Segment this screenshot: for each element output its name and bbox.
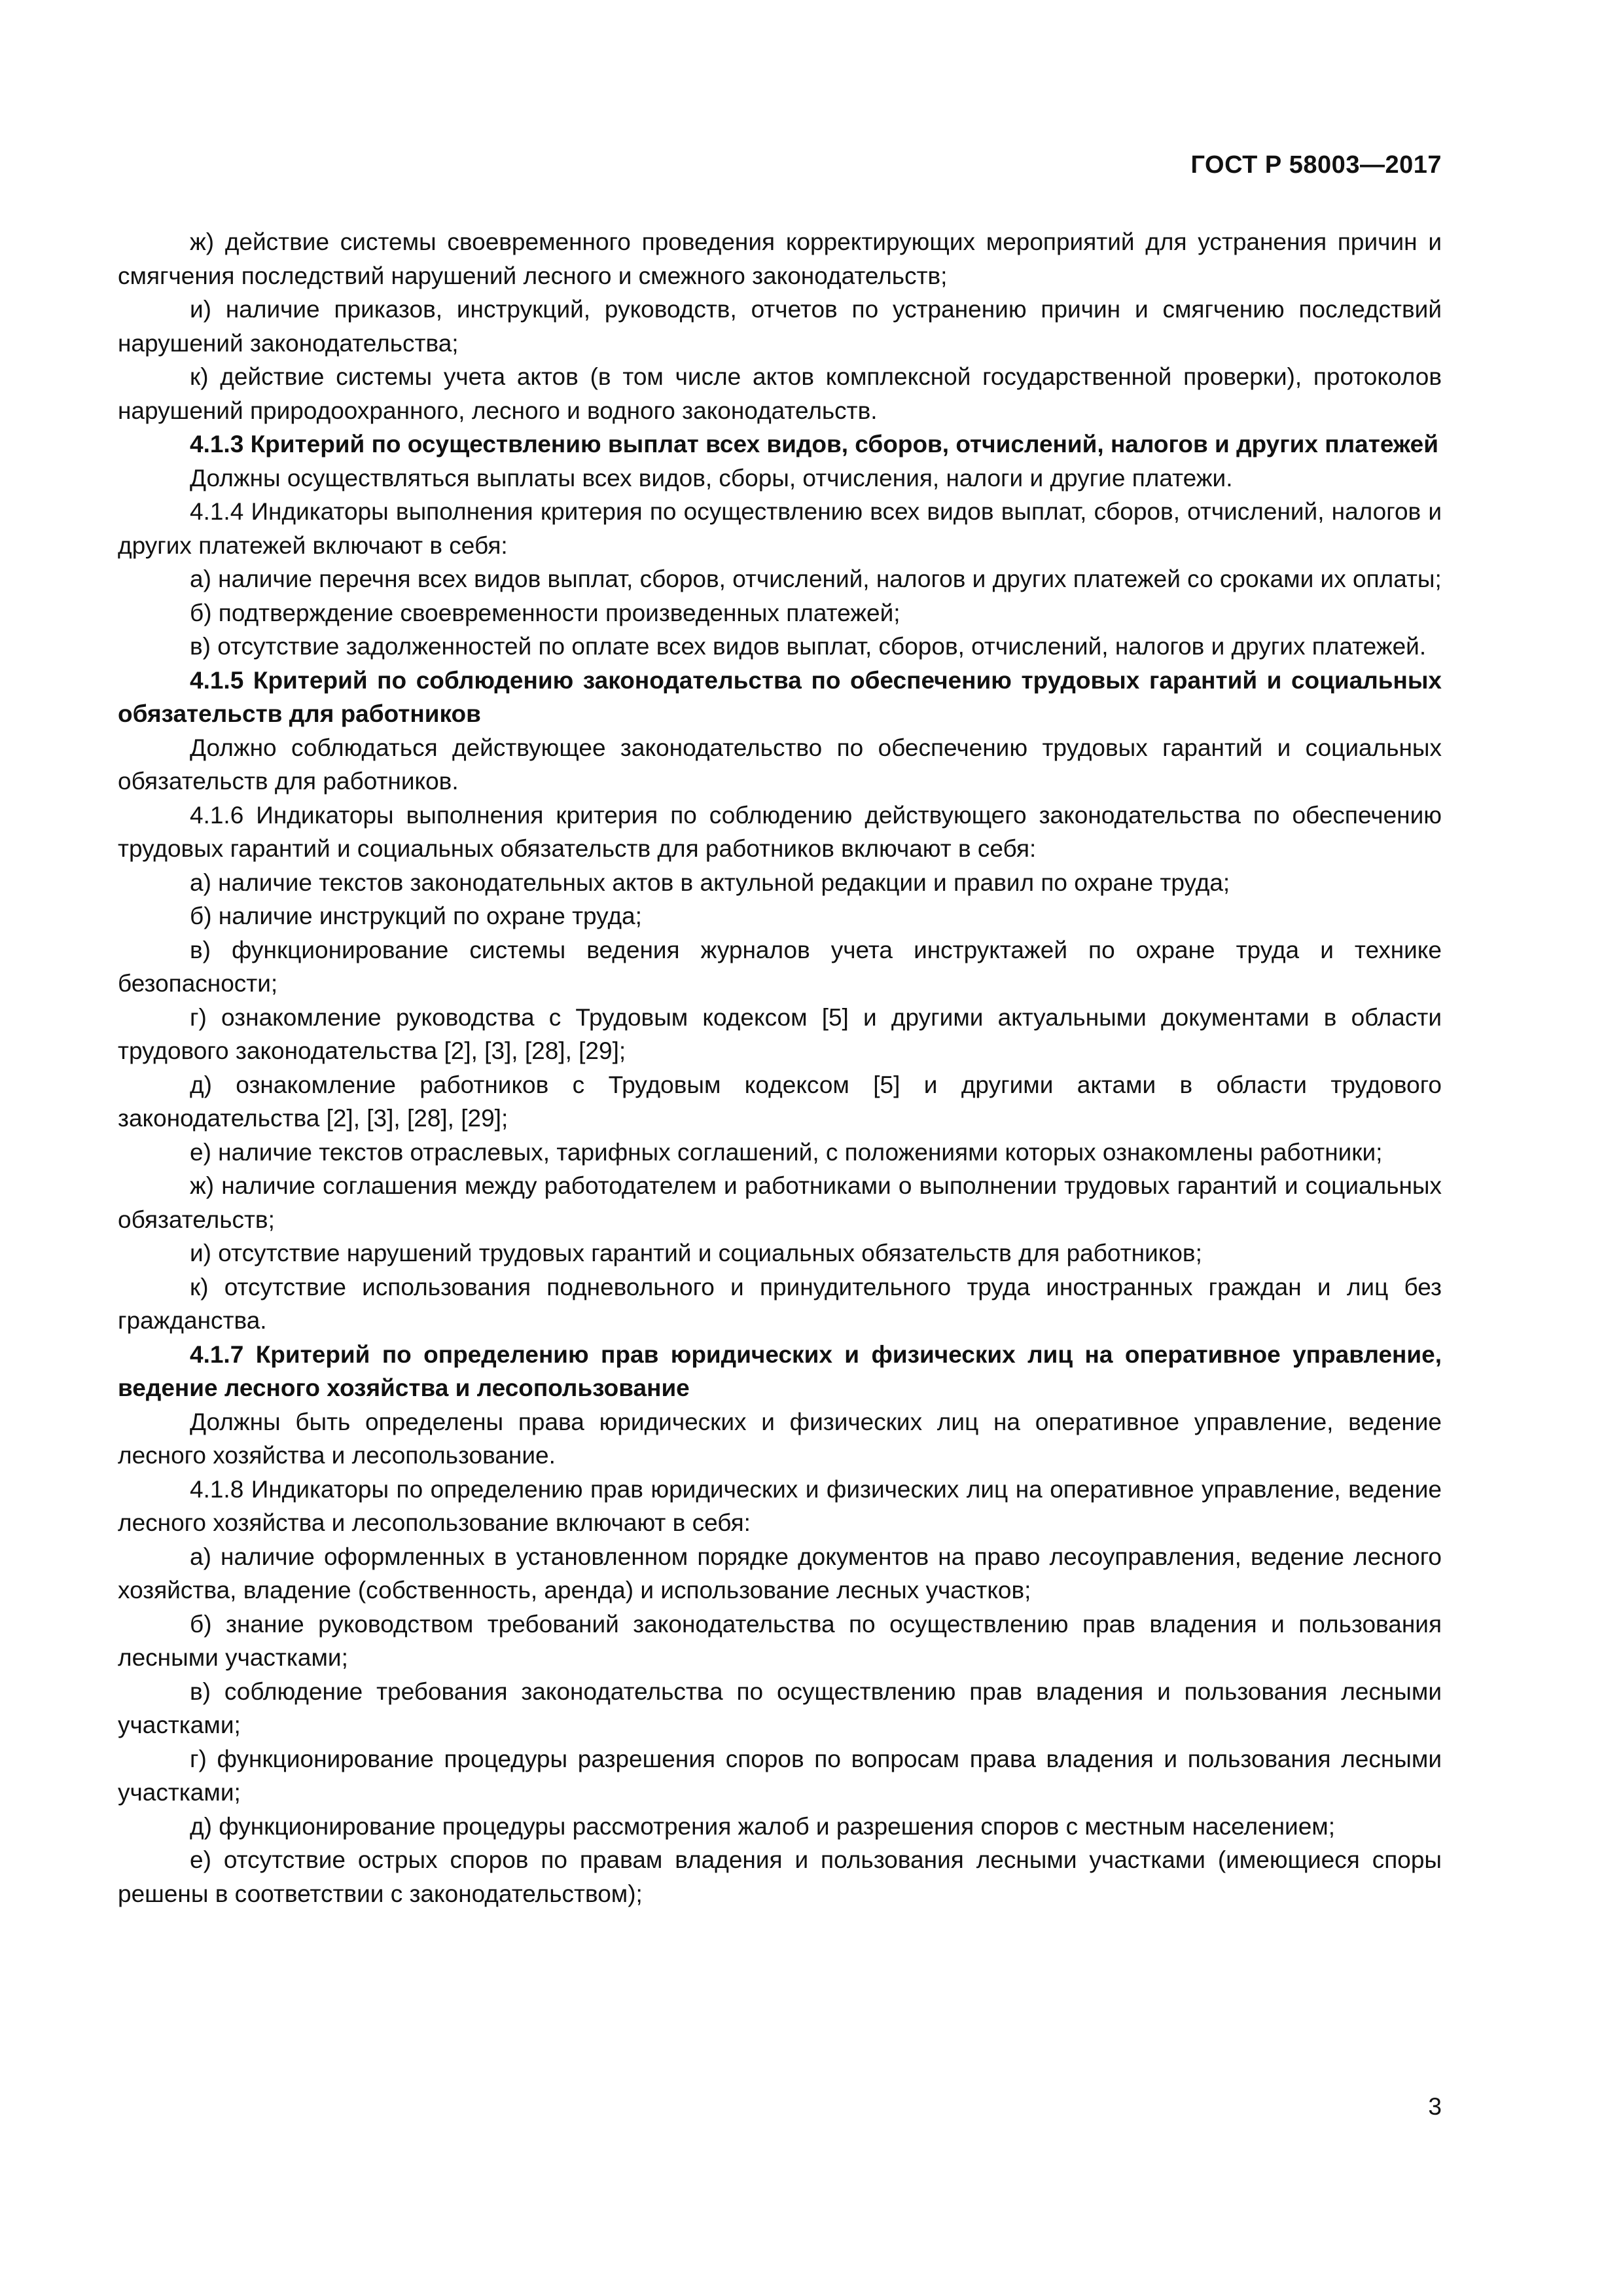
paragraph-4-1-8: 4.1.8 Индикаторы по определению прав юридических и физических лиц на оперативное управление, ведение лесного хозяйства и лесопользование включают в себя: — [118, 1475, 1442, 1536]
list-item: и) отсутствие нарушений трудовых гарантий и социальных обязательств для работников; — [190, 1240, 1202, 1266]
list-item: а) наличие текстов законодательных актов в актульной редакции и правил по охране труда; — [190, 869, 1230, 896]
section-heading-4-1-3: 4.1.3 Критерий по осуществлению выплат всех видов, сборов, отчислений, налогов и других платежей — [190, 431, 1438, 457]
list-item: е) отсутствие острых споров по правам владения и пользования лесными участками (имеющиеся споры решены в соответствии с законодательством); — [118, 1846, 1442, 1907]
list-item: г) ознакомление руководства с Трудовым кодексом [5] и другими актуальными документами в области трудового законодательства [2], [3], [28], [29]; — [118, 1003, 1442, 1064]
list-item: в) соблюдение требования законодательства по осуществлению прав владения и пользования лесными участками; — [118, 1677, 1442, 1738]
list-item: д) функционирование процедуры рассмотрения жалоб и разрешения споров с местным населением; — [190, 1812, 1336, 1840]
section-heading-4-1-7: 4.1.7 Критерий по определению прав юридических и физических лиц на оперативное управление, ведение лесного хозяйства и лесопользование — [118, 1340, 1442, 1401]
list-item: а) наличие оформленных в установленном порядке документов на право лесоуправления, ведение лесного хозяйства, владение (собственность, аренда) и использование лесных участков; — [118, 1543, 1442, 1604]
paragraph-4-1-4: 4.1.4 Индикаторы выполнения критерия по осуществлению всех видов выплат, сборов, отчислений, налогов и других платежей включают в себя: — [118, 498, 1442, 559]
paragraph: Должно соблюдаться действующее законодательство по обеспечению трудовых гарантий и социальных обязательств для работников. — [118, 734, 1442, 795]
list-item: б) знание руководством требований законодательства по осуществлению прав владения и пользования лесными участками; — [118, 1610, 1442, 1671]
list-item: и) наличие приказов, инструкций, руководств, отчетов по устранению причин и смягчению последствий нарушений законодательства; — [118, 296, 1442, 357]
list-item: е) наличие текстов отраслевых, тарифных соглашений, с положениями которых ознакомлены работники; — [190, 1138, 1383, 1166]
paragraph: Должны осуществляться выплаты всех видов, сборы, отчисления, налоги и другие платежи. — [190, 464, 1233, 492]
list-item: к) действие системы учета актов (в том числе актов комплексной государственной проверки), протоколов нарушений природоохранного, лесного и водного законодательств. — [118, 363, 1442, 424]
list-item: в) функционирование системы ведения журналов учета инструктажей по охране труда и технике безопасности; — [118, 936, 1442, 997]
paragraph-4-1-6: 4.1.6 Индикаторы выполнения критерия по соблюдению действующего законодательства по обеспечению трудовых гарантий и социальных обязательств для работников включают в себя: — [118, 801, 1442, 862]
page-number: 3 — [1428, 2093, 1442, 2120]
document-body — [118, 225, 1442, 1910]
list-item: ж) действие системы своевременного проведения корректирующих мероприятий для устранения причин и смягчения последствий нарушений лесного и смежного законодательств; — [118, 228, 1442, 289]
paragraph: Должны быть определены права юридических и физических лиц на оперативное управление, ведение лесного хозяйства и лесопользование. — [118, 1408, 1442, 1469]
list-item: б) наличие инструкций по охране труда; — [190, 903, 642, 929]
list-item: в) отсутствие задолженностей по оплате всех видов выплат, сборов, отчислений, налогов и других платежей. — [190, 633, 1427, 660]
list-item: к) отсутствие использования подневольного и принудительного труда иностранных граждан и лиц без гражданства. — [118, 1273, 1442, 1334]
list-item: г) функционирование процедуры разрешения споров по вопросам права владения и пользования лесными участками; — [118, 1745, 1442, 1806]
list-item: д) ознакомление работников с Трудовым кодексом [5] и другими актами в области трудового законодательства [2], [3], [28], [29]; — [118, 1071, 1442, 1132]
section-heading-4-1-5: 4.1.5 Критерий по соблюдению законодательства по обеспечению трудовых гарантий и социальных обязательств для работников — [118, 666, 1442, 727]
list-item: ж) наличие соглашения между работодателем и работниками о выполнении трудовых гарантий и социальных обязательств; — [118, 1172, 1442, 1233]
document-header-standard-number: ГОСТ Р 58003—2017 — [1190, 151, 1442, 179]
list-item: а) наличие перечня всех видов выплат, сборов, отчислений, налогов и других платежей со сроками их оплаты; — [190, 565, 1442, 592]
list-item: б) подтверждение своевременности произведенных платежей; — [190, 599, 901, 626]
